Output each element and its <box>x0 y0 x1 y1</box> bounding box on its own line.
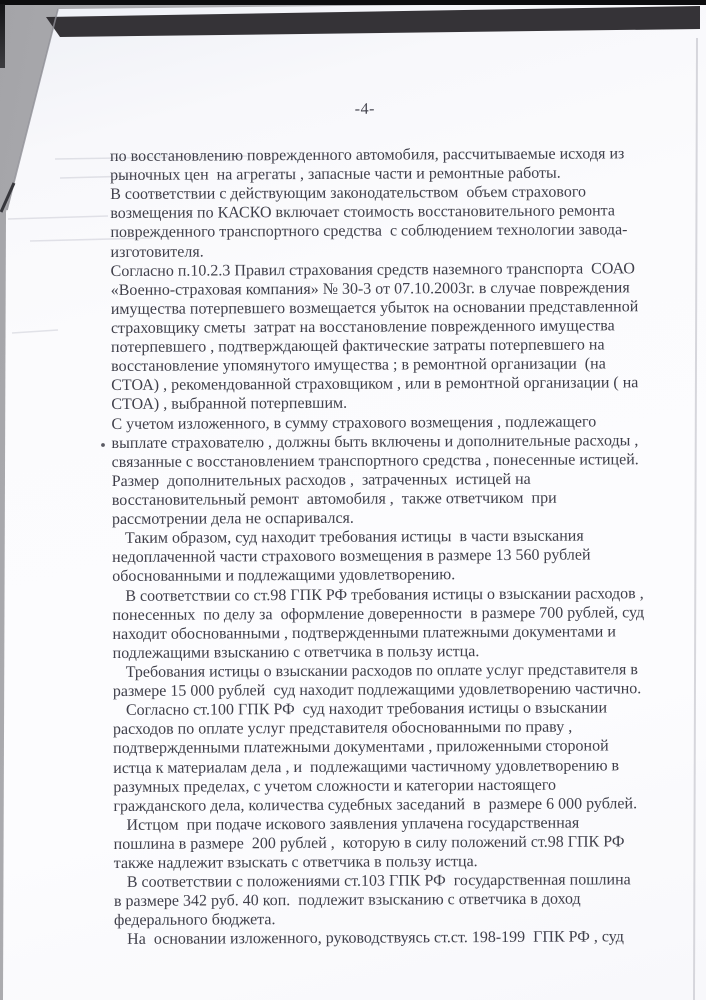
text-line: разумных пределах, с учетом сложности и категории настоящего <box>113 776 557 796</box>
text-line: понесенных по делу за оформление доверенности в размере 700 рублей, суд <box>112 603 645 624</box>
text-line: обоснованными и подлежащими удовлетворению. <box>112 566 456 586</box>
text-line: Таким образом, суд находит требования истицы в части взыскания <box>124 527 584 548</box>
text-line: В соответствии с действующим законодательством объем страхового <box>110 183 587 204</box>
document-body <box>110 144 699 950</box>
text-line: подлежащими взысканию с ответчика в пользу истца. <box>112 642 480 662</box>
text-line: восстановительный ремонт автомобиля , также ответчиком при <box>111 489 557 509</box>
text-line: рыночных цен на агрегаты , запасные части и ремонтные работы. <box>110 164 561 185</box>
text-line: истца к материалам дела , и подлежащими частичному удовлетворению в <box>113 756 620 777</box>
text-line: также надлежит взыскать с ответчика в пользу истца. <box>113 853 478 873</box>
text-line: восстановление упомянутого имущества ; в ремонтной организации (на <box>111 355 606 376</box>
text-line: рассмотрении дела не оспаривался. <box>111 509 354 529</box>
text-line: Размер дополнительных расходов , затраченных истицей на <box>111 470 531 490</box>
text-line: В соответствии с положениями ст.103 ГПК РФ государственная пошлина <box>126 871 631 892</box>
text-line: Истцом при подаче искового заявления уплачена государственная <box>126 814 580 834</box>
text-line: поврежденного транспортного средства с соблюдением технологии завода- <box>110 221 628 242</box>
text-line: С учетом изложенного, в сумму страхового возмещения , подлежащего <box>111 412 597 433</box>
text-line: СТОА) , выбранной потерпевшим. <box>111 395 348 414</box>
text-line: потерпевшего , подтверждающей фактические затраты потерпевшего на <box>110 336 605 357</box>
text-line: Требования истицы о взыскании расходов по оплате услуг представителя в <box>125 661 638 681</box>
text-line: СТОА) , рекомендованной страховщиком , или в ремонтной организации ( на <box>111 374 639 395</box>
text-line: изготовителя. <box>110 243 204 261</box>
text-line: страховщику сметы затрат на восстановление поврежденного имущества <box>110 317 615 337</box>
text-line: Согласно ст.100 ГПК РФ суд находит требования истицы о взыскании <box>125 699 608 720</box>
text-line: возмещения по КАСКО включает стоимость восстановительного ремонта <box>110 202 615 223</box>
text-line: пошлина в размере 200 рублей , которую в силу положений ст.98 ГПК РФ <box>113 833 625 853</box>
text-line: по восстановлению поврежденного автомобиля, рассчитываемые исходя из <box>109 145 625 165</box>
text-line: подтвержденными платежными документами , приложенными стороной <box>113 737 609 758</box>
text-line: в размере 342 руб. 40 коп. подлежит взысканию с ответчика в доход <box>113 890 581 911</box>
text-line: федерального бюджета. <box>113 911 276 930</box>
text-line: выплате страхователю , должны быть включены и дополнительные расходы , <box>111 431 639 452</box>
text-line: недоплаченной части страхового возмещения в размере 13 560 рублей <box>112 546 591 567</box>
text-line: «Военно-страховая компания» № 30-3 от 07.10.2003г. в случае повреждения <box>110 279 630 299</box>
text-line: размере 15 000 рублей суд находит подлежащими удовлетворению частично. <box>112 680 642 701</box>
text-line: связанные с восстановлением транспортного средства , понесенные истицей. <box>111 450 639 471</box>
text-line: расходов по оплате услуг представителя обоснованными по праву , <box>112 718 573 739</box>
text-line: Согласно п.10.2.3 Правил страхования средств наземного транспорта СОАО <box>110 259 635 280</box>
text-line: В соответствии со ст.98 ГПК РФ требования истицы о взыскании расходов , <box>125 584 644 605</box>
text-line: находит обоснованными , подтвержденными платежными документами и <box>112 623 616 643</box>
text-line: На основании изложенного, руководствуясь ст.ст. 198-199 ГПК РФ , суд <box>127 928 624 949</box>
scan-border-left <box>0 4 5 68</box>
page-number: -4- <box>354 100 375 118</box>
text-line: гражданского дела, количества судебных заседаний в размере 6 000 рублей. <box>113 794 638 815</box>
text-line: имущества потерпевшего возмещается убыток на основании представленной <box>110 298 639 318</box>
scan-border-top <box>0 0 706 5</box>
